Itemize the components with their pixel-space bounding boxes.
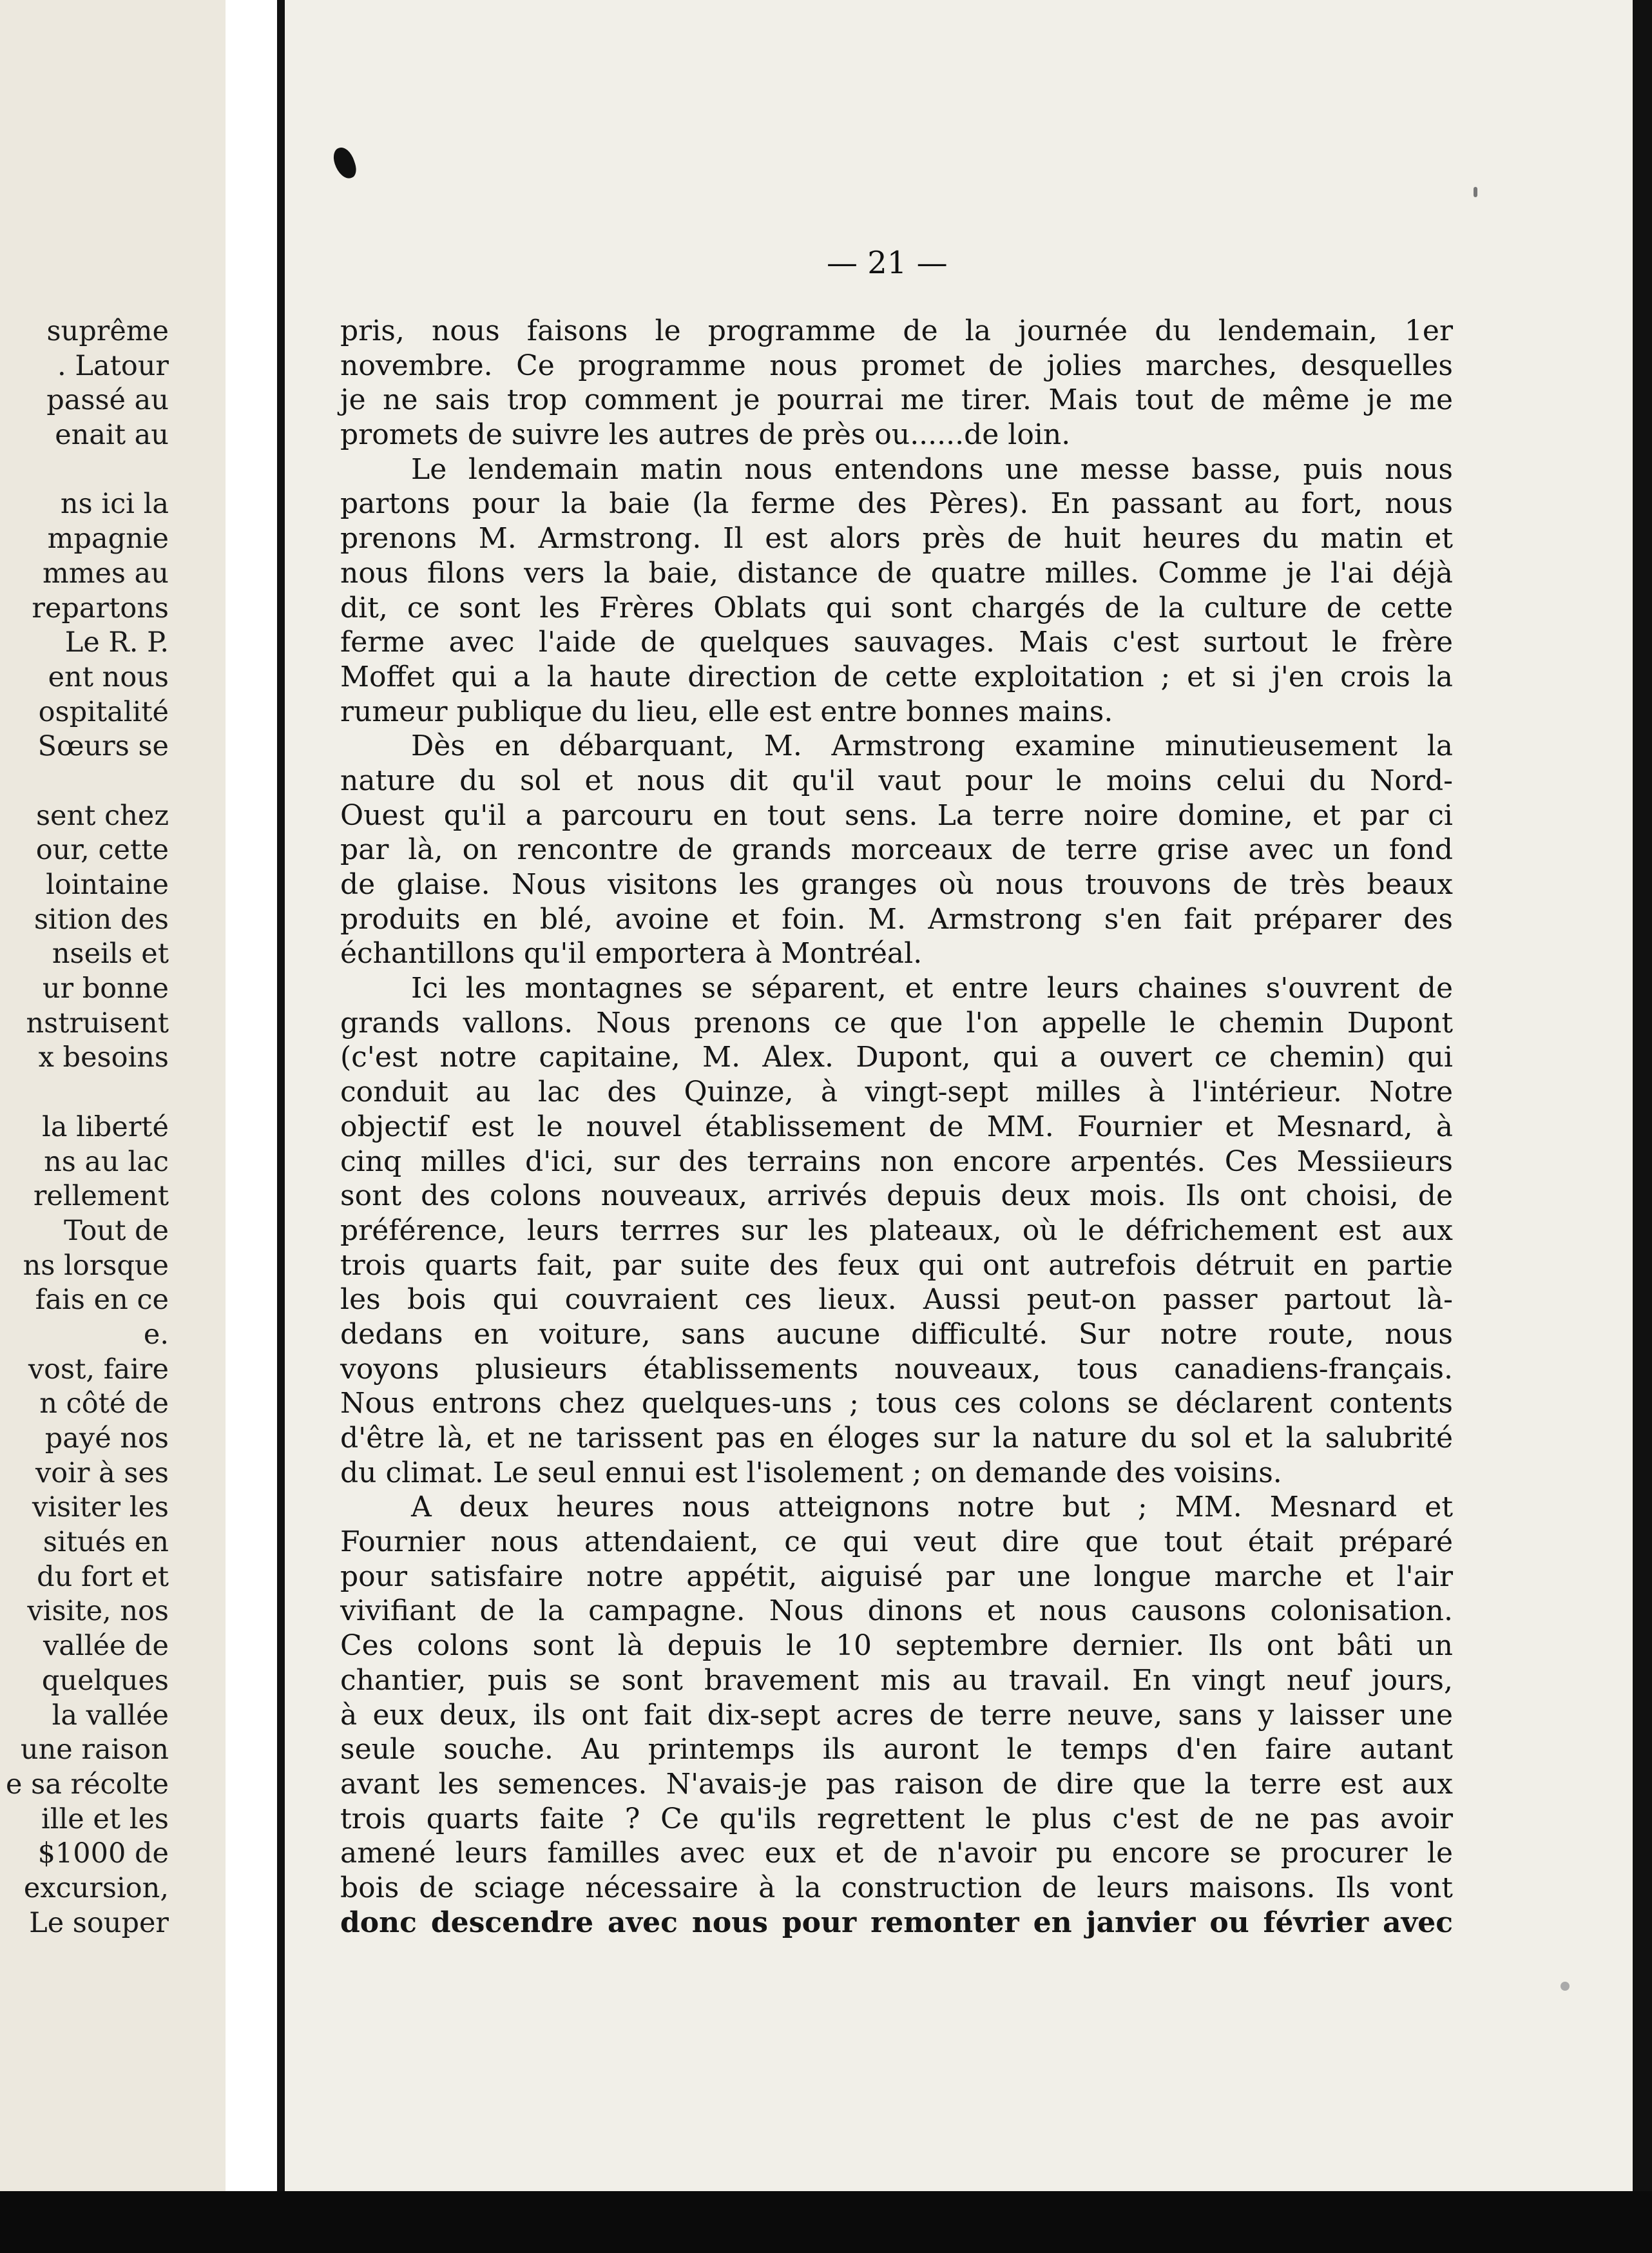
text-line: produits en blé, avoine et foin. M. Armstrong s'en fait préparer des xyxy=(340,902,1453,936)
left-line: ent nous xyxy=(48,661,169,693)
text-line: vivifiant de la campagne. Nous dinons et nous causons colonisation. xyxy=(340,1594,1453,1628)
text-line: Ouest qu'il a parcouru en tout sens. La terre noire domine, et par ci xyxy=(340,798,1453,832)
left-page xyxy=(0,0,226,2191)
text-line: Nous entrons chez quelques-uns ; tous ces colons se déclarent contents xyxy=(340,1387,1453,1420)
left-line: e sa récolte xyxy=(6,1768,169,1801)
paper-spot xyxy=(1474,187,1477,197)
text-line: chantier, puis se sont bravement mis au travail. En vingt neuf jours, xyxy=(340,1663,1453,1697)
left-line: suprême xyxy=(46,315,169,347)
left-line: une raison xyxy=(20,1734,169,1766)
text-line: objectif est le nouvel établissement de MM. Fournier et Mesnard, à xyxy=(340,1110,1453,1143)
text-line: Fournier nous attendaient, ce qui veut dire que tout était préparé xyxy=(340,1525,1453,1559)
text-line: je ne sais trop comment je pourrai me tirer. Mais tout de même je me xyxy=(340,383,1453,417)
gutter-rule xyxy=(277,0,285,2191)
text-line: grands vallons. Nous prenons ce que l'on appelle le chemin Dupont xyxy=(340,1006,1453,1039)
left-line: repartons xyxy=(32,592,169,624)
text-line: donc descendre avec nous pour remonter en janvier ou février avec xyxy=(340,1906,1453,1939)
left-line: Tout de xyxy=(64,1214,169,1247)
left-line xyxy=(0,453,169,488)
text-line: dit, ce sont les Frères Oblats qui sont chargés de la culture de cette xyxy=(340,591,1453,624)
left-line: x besoins xyxy=(38,1041,169,1074)
text-line: trois quarts fait, par suite des feux qui ont autrefois détruit en partie xyxy=(340,1248,1453,1282)
text-line: bois de sciage nécessaire à la construction de leurs maisons. Ils vont xyxy=(340,1871,1453,1904)
left-line: visite, nos xyxy=(27,1595,169,1628)
left-line: rellement xyxy=(33,1180,169,1213)
text-line: amené leurs familles avec eux et de n'avoir pu encore se procurer le xyxy=(340,1837,1453,1870)
text-line: nature du sol et nous dit qu'il vaut pour le moins celui du Nord- xyxy=(340,764,1453,797)
text-line: Moffet qui a la haute direction de cette exploitation ; et si j'en crois la xyxy=(340,660,1453,693)
text-line: trois quarts faite ? Ce qu'ils regrettent le plus c'est de ne pas avoir xyxy=(340,1802,1453,1835)
text-line: prenons M. Armstrong. Il est alors près de huit heures du matin et xyxy=(340,522,1453,556)
text-line: cinq milles d'ici, sur des terrains non encore arpentés. Ces Messiieurs xyxy=(340,1145,1453,1178)
text-line: novembre. Ce programme nous promet de jolies marches, desquelles xyxy=(340,349,1453,382)
text-line: sont des colons nouveaux, arrivés depuis deux mois. Ils ont choisi, de xyxy=(340,1179,1453,1213)
paper-spot xyxy=(1561,1982,1570,1991)
text-line: voyons plusieurs établissements nouveaux, tous canadiens-français. xyxy=(340,1352,1453,1386)
left-line: ns lorsque xyxy=(23,1249,169,1282)
left-line: quelques xyxy=(41,1664,169,1697)
left-line: ospitalité xyxy=(38,695,169,728)
text-line: Ici les montagnes se séparent, et entre leurs chaines s'ouvrent de xyxy=(411,972,1453,1005)
left-line: passé au xyxy=(46,384,169,417)
left-line: Le R. P. xyxy=(64,626,169,659)
text-line: ferme avec l'aide de quelques sauvages. Mais c'est surtout le frère xyxy=(340,626,1453,659)
right-edge-border xyxy=(1633,0,1652,2191)
left-line: ille et les xyxy=(41,1803,169,1835)
left-line: mpagnie xyxy=(47,523,169,556)
text-line: conduit au lac des Quinze, à vingt-sept milles à l'intérieur. Notre xyxy=(340,1076,1453,1109)
left-line: $1000 de xyxy=(37,1837,169,1870)
text-line: du climat. Le seul ennui est l'isolement ; on demande des voisins. xyxy=(340,1456,1282,1489)
left-line: visiter les xyxy=(32,1491,169,1524)
text-line: à eux deux, ils ont fait dix-sept acres de terre neuve, sans y laisser une xyxy=(340,1698,1453,1732)
left-line: ns ici la xyxy=(60,488,169,521)
left-line: ns au lac xyxy=(44,1145,169,1178)
left-line: ur bonne xyxy=(42,972,169,1005)
text-line: rumeur publique du lieu, elle est entre bonnes mains. xyxy=(340,695,1113,728)
page-gutter xyxy=(226,0,277,2191)
text-line: d'être là, et ne tarissent pas en éloges sur la nature du sol et la salubrité xyxy=(340,1422,1453,1455)
text-line: avant les semences. N'avais-je pas raison de dire que la terre est aux xyxy=(340,1767,1453,1801)
text-line: nous filons vers la baie, distance de quatre milles. Comme je l'ai déjà xyxy=(340,556,1453,590)
left-line: sent chez xyxy=(35,799,169,832)
text-line: les bois qui couvraient ces lieux. Aussi peut-on passer partout là- xyxy=(340,1283,1453,1317)
left-line: la vallée xyxy=(52,1699,169,1732)
body-text xyxy=(340,314,1453,1940)
left-line: our, cette xyxy=(35,834,169,867)
left-line: nstruisent xyxy=(26,1007,169,1039)
left-line: la liberté xyxy=(42,1110,169,1143)
page-number: — 21 — xyxy=(827,245,948,281)
left-line: excursion, xyxy=(23,1871,169,1904)
left-line: e. xyxy=(143,1318,169,1351)
left-line: voir à ses xyxy=(35,1456,169,1489)
left-line: vallée de xyxy=(43,1630,169,1663)
text-line: pris, nous faisons le programme de la journée du lendemain, 1er xyxy=(340,314,1453,347)
left-line xyxy=(0,1076,169,1110)
text-line: partons pour la baie (la ferme des Pères). En passant au fort, nous xyxy=(340,487,1453,521)
text-line: promets de suivre les autres de près ou......de loin. xyxy=(340,418,1071,452)
left-line: payé nos xyxy=(44,1422,169,1455)
left-line: enait au xyxy=(55,419,169,452)
text-line: seule souche. Au printemps ils auront le temps d'en faire autant xyxy=(340,1733,1453,1766)
text-line: par là, on rencontre de grands morceaux de terre grise avec un fond xyxy=(340,833,1453,867)
left-line xyxy=(0,764,169,799)
left-line: nseils et xyxy=(52,938,169,971)
text-line: A deux heures nous atteignons notre but ; MM. Mesnard et xyxy=(411,1491,1453,1524)
left-line: situés en xyxy=(43,1526,169,1559)
text-line: Le lendemain matin nous entendons une messe basse, puis nous xyxy=(411,452,1453,486)
left-line: sition des xyxy=(34,903,169,936)
left-line: n côté de xyxy=(39,1388,169,1420)
text-line: dedans en voiture, sans aucune difficulté. Sur notre route, nous xyxy=(340,1317,1453,1351)
text-line: pour satisfaire notre appétit, aiguisé par une longue marche et l'air xyxy=(340,1560,1453,1593)
text-line: (c'est notre capitaine, M. Alex. Dupont, qui a ouvert ce chemin) qui xyxy=(340,1041,1453,1074)
left-line: . Latour xyxy=(57,349,169,382)
left-line: mmes au xyxy=(42,557,169,590)
text-line: échantillons qu'il emportera à Montréal. xyxy=(340,937,923,971)
left-line: fais en ce xyxy=(35,1284,169,1317)
text-line: de glaise. Nous visitons les granges où nous trouvons de très beaux xyxy=(340,868,1453,901)
left-line: Le souper xyxy=(29,1906,169,1939)
left-line: lointaine xyxy=(46,869,169,901)
right-page xyxy=(285,0,1633,2191)
left-line: Sœurs se xyxy=(37,730,169,763)
left-line: du fort et xyxy=(37,1560,169,1593)
text-line: Dès en débarquant, M. Armstrong examine minutieusement la xyxy=(411,730,1453,763)
left-line: vost, faire xyxy=(28,1353,169,1386)
bottom-border xyxy=(0,2191,1652,2253)
ink-blot xyxy=(331,145,359,182)
text-line: Ces colons sont là depuis le 10 septembre dernier. Ils ont bâti un xyxy=(340,1629,1453,1663)
text-line: préférence, leurs terrres sur les plateaux, où le défrichement est aux xyxy=(340,1214,1453,1247)
left-page-text xyxy=(0,314,169,1940)
